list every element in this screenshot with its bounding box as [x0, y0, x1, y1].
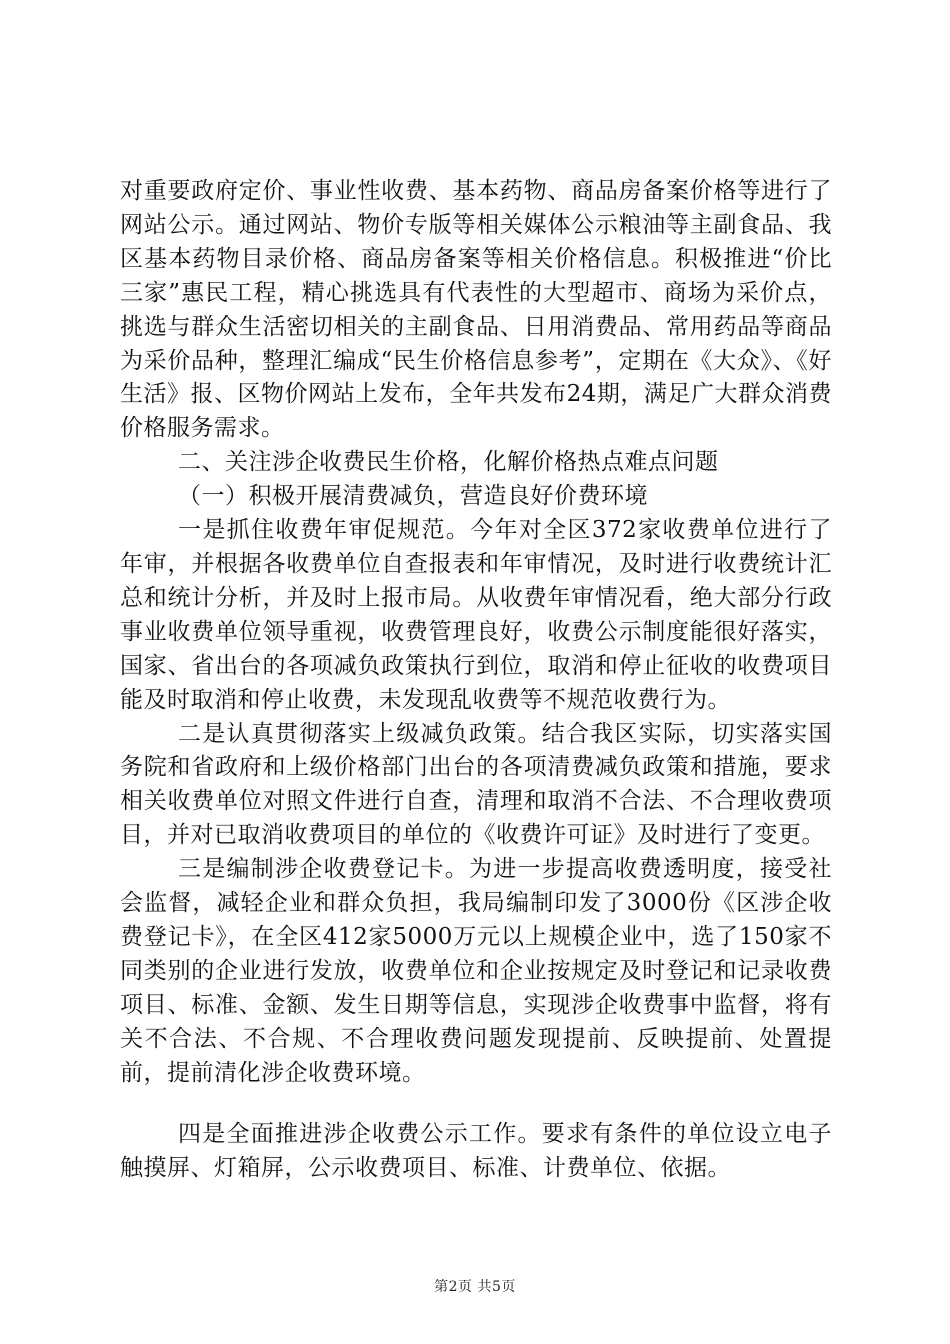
paragraph-registration-card: 三是编制涉企收费登记卡。为进一步提高收费透明度，接受社会监督，减轻企业和群众负担，我局编制印发了3000份《区涉企收费登记卡》，在全区412家5000万元以上规模企业中，选了150家不同类别的企业进行发放，收费单位和企业按规定及时登记和记录收费项目、标准、金额、发生日期等信息，实现涉企收费事中监督，将有关不合法、不合规、不合理收费问题发现提前、反映提前、处置提前，提前清化涉企收费环境。	[120, 856, 832, 1086]
paragraph-annual-review: 一是抓住收费年审促规范。今年对全区372家收费单位进行了年审，并根据各收费单位自查报表和年审情况，及时进行收费统计汇总和统计分析，并及时上报市局。从收费年审情况看，绝大部分行政事业收费单位领导重视，收费管理良好，收费公示制度能很好落实，国家、省出台的各项减负政策执行到位，取消和停止征收的收费项目能及时取消和停止收费，未发现乱收费等不规范收费行为。	[120, 517, 832, 713]
paragraph-spacer	[120, 1090, 832, 1118]
document-body	[120, 175, 832, 1186]
subsection-heading-1: （一）积极开展清费减负，营造良好价费环境	[178, 483, 648, 510]
page-number-footer: 第2页 共5页	[434, 1279, 516, 1295]
paragraph-burden-reduction: 二是认真贯彻落实上级减负政策。结合我区实际，切实落实国务院和省政府和上级价格部门出台的各项清费减负政策和措施，要求相关收费单位对照文件进行自查，清理和取消不合法、不合理收费项目，并对已取消收费项目的单位的《收费许可证》及时进行了变更。	[120, 720, 832, 849]
paragraph-price-publicity: 对重要政府定价、事业性收费、基本药物、商品房备案价格等进行了网站公示。通过网站、物价专版等相关媒体公示粮油等主副食品、我区基本药物目录价格、商品房备案等相关价格信息。积极推进“价比三家”惠民工程，精心挑选具有代表性的大型超市、商场为采价点，挑选与群众生活密切相关的主副食品、日用消费品、常用药品等商品为采价品种，整理汇编成“民生价格信息参考”，定期在《大众》、《好生活》报、区物价网站上发布，全年共发布24期，满足广大群众消费价格服务需求。	[120, 178, 832, 442]
paragraph-fee-publicity: 四是全面推进涉企收费公示工作。要求有条件的单位设立电子触摸屏、灯箱屏，公示收费项目、标准、计费单位、依据。	[120, 1121, 832, 1182]
section-heading-2: 二、关注涉企收费民生价格，化解价格热点难点问题	[178, 449, 719, 476]
